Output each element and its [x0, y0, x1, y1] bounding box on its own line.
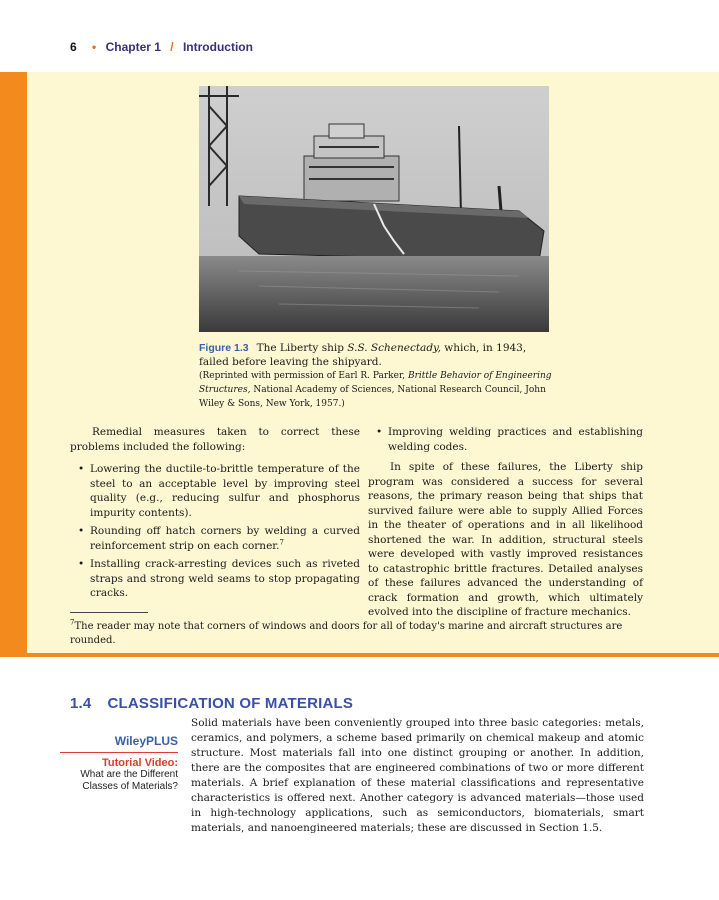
footnote-ref: 7 — [279, 538, 284, 546]
caption-text-post: which, in 1943, failed before leaving the shipyard. — [199, 342, 527, 368]
header-slash: / — [170, 40, 174, 54]
section-title: CLASSIFICATION OF MATERIALS — [107, 695, 354, 712]
footnote-mark: 7 — [70, 618, 75, 627]
list-item — [70, 524, 360, 553]
running-header — [70, 40, 253, 54]
case-study-side-bar — [0, 72, 27, 657]
liberty-ship-photo — [199, 86, 549, 332]
ship-name: S.S. Schenectady, — [347, 342, 441, 354]
credit-post: National Academy of Sciences, National Research Council, John Wiley & Sons, New York, 1957.) — [199, 385, 546, 409]
figure-label: Figure 1.3 — [199, 342, 249, 354]
tutorial-video-label[interactable]: Tutorial Video: — [102, 757, 178, 769]
footnote-rule — [70, 612, 148, 613]
chapter-label: Chapter 1 — [105, 40, 161, 54]
remedial-list — [70, 462, 360, 601]
chapter-title: Introduction — [182, 40, 253, 54]
section-body: Solid materials have been conveniently grouped into three basic categories: metals, ceramics, and polymers, a scheme based primarily on chemical makeup and atomic structure. Most materials fall into one distinct grouping or another. In addition, there are the composites that are engineered combinations of two or more different materials. A brief explanation of these material classifications and representative characteristics is offered next. Another category is advanced materials—those used in high-technology applications, such as semiconductors, biomaterials, smart materials, and nanoengineered materials; these are discussed in Section 1.5. — [191, 717, 644, 834]
footnote-text: The reader may note that corners of windows and doors for all of today's marine and aircraft structures are rounded. — [70, 621, 623, 646]
margin-note-rule — [60, 752, 178, 753]
list-item: • Installing crack-arresting devices such as riveted straps and strong weld seams to stop propagating cracks. — [70, 557, 360, 601]
figure-caption — [199, 341, 559, 411]
credit-pre: (Reprinted with permission of Earl R. Parker, — [199, 371, 408, 381]
list-item: • Lowering the ductile-to-brittle temperature of the steel to an acceptable level by improving steel quality (e.g., reducing sulfur and phosphorus impurity contents). — [70, 462, 360, 520]
liberty-success-paragraph: In spite of these failures, the Liberty ship program was considered a success for several reasons, the primary reason being that ships that survived failure were able to supply Allied Forces in the theater of operations and in all likelihood shortened the war. In addition, structural steels were developed with vastly improved resistances to catastrophic brittle fractures. Detailed analyses of these failures advanced the understanding of crack formation and growth, which ultimately evolved into the discipline of fracture mechanics. — [368, 461, 643, 618]
right-column — [368, 425, 643, 628]
page-number: 6 — [70, 40, 77, 54]
left-column — [70, 425, 360, 605]
remedial-intro: Remedial measures taken to correct these problems included the following: — [70, 426, 360, 453]
case-study-bottom-rule — [27, 653, 719, 657]
wileyplus-margin-note[interactable] — [60, 734, 178, 793]
header-separator: • — [92, 40, 97, 54]
list-item-text: Rounding off hatch corners by welding a curved reinforcement strip on each corner. — [90, 525, 360, 552]
wileyplus-brand[interactable]: WileyPLUS — [114, 734, 178, 748]
section-heading — [70, 695, 353, 712]
tutorial-video-title[interactable]: What are the Different Classes of Materials? — [80, 769, 178, 792]
footnote — [70, 620, 640, 648]
figure-credit — [199, 369, 559, 411]
list-item: • Improving welding practices and establishing welding codes. — [368, 425, 643, 454]
remedial-list-continued — [368, 425, 643, 454]
caption-text-pre: The Liberty ship — [256, 342, 348, 354]
section-number: 1.4 — [70, 695, 92, 712]
credit-book-title: Brittle Behavior of Engineering Structures, — [199, 371, 552, 395]
